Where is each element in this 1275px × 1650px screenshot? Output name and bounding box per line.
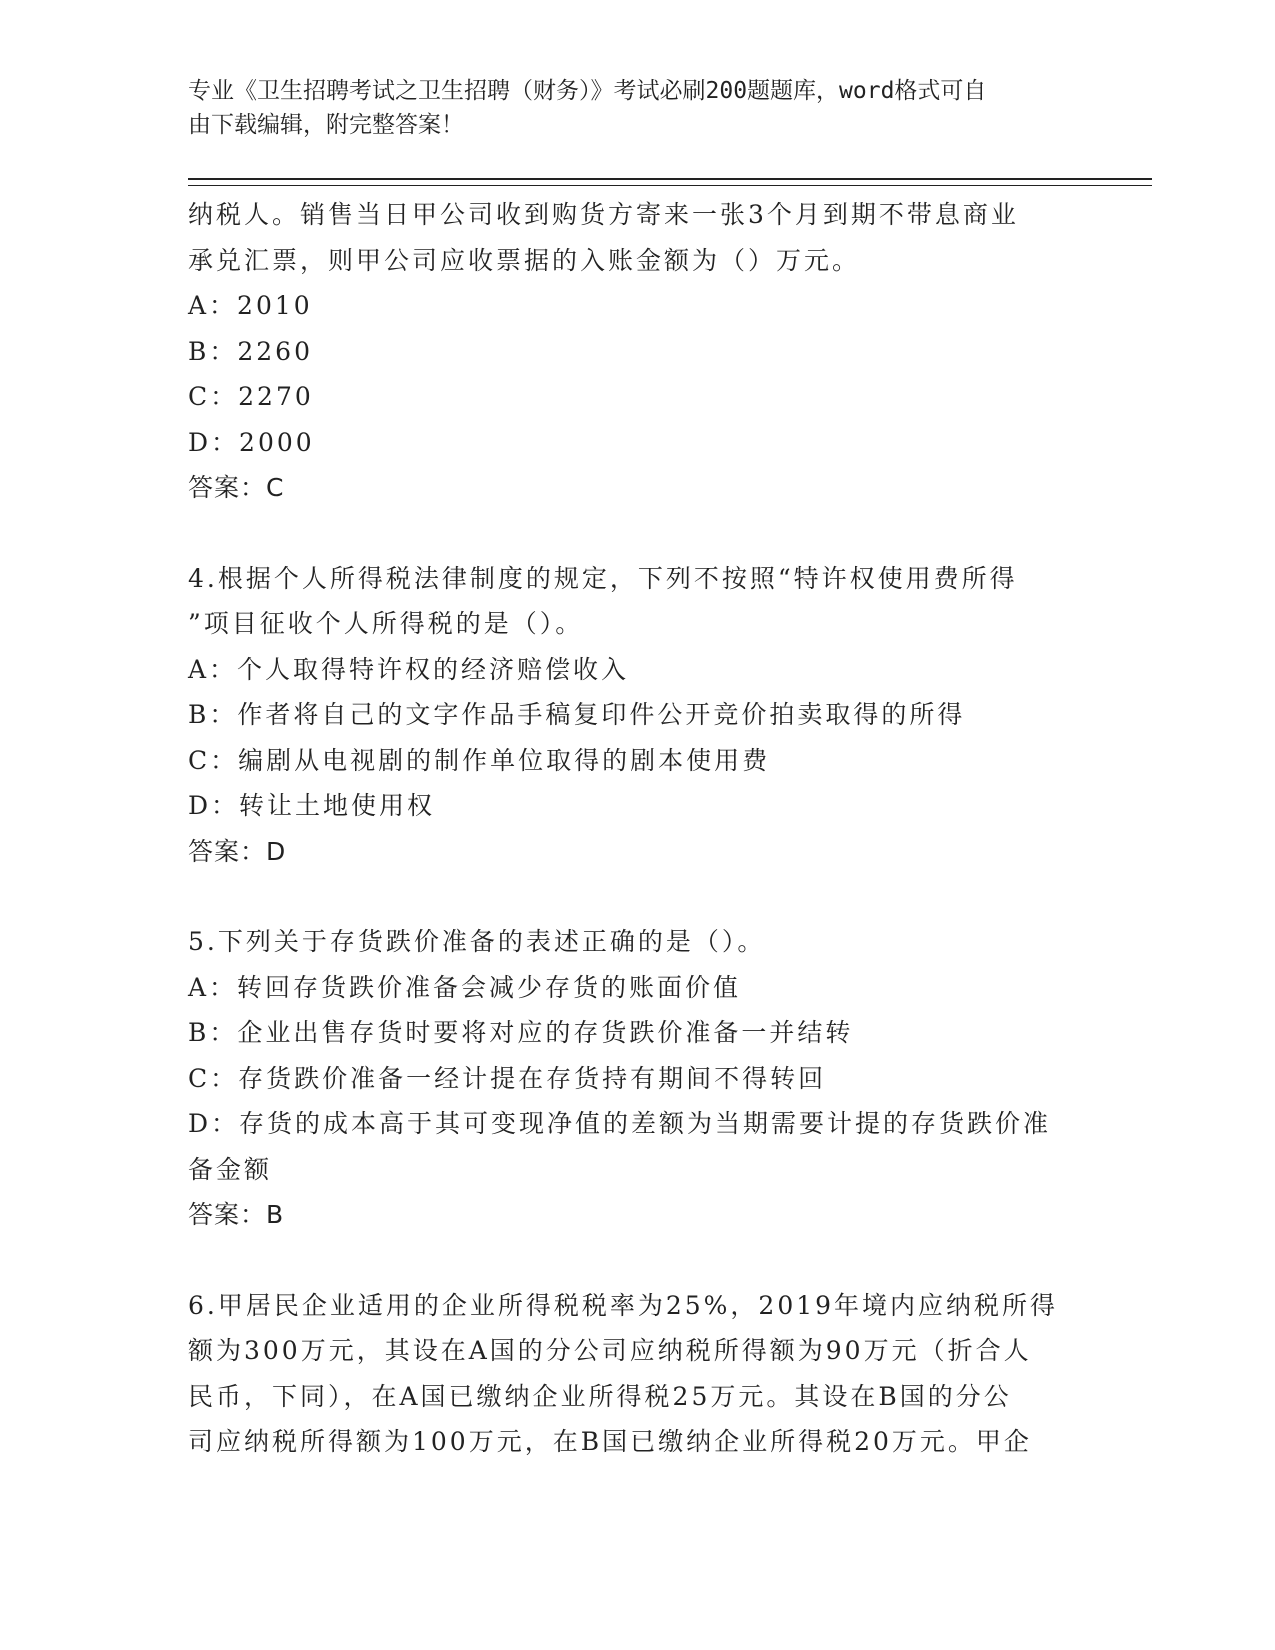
answer-line: 答案：C <box>188 473 285 502</box>
header-line-1: 专业《卫生招聘考试之卫生招聘（财务）》考试必刷200题题库，word格式可自 <box>188 78 987 104</box>
question-gap <box>188 1238 1088 1283</box>
question-gap <box>188 874 1088 919</box>
question-6 <box>188 1283 1088 1465</box>
option-c: C：2270 <box>188 382 314 411</box>
question-stem-line: ”项目征收个人所得税的是（）。 <box>188 609 584 638</box>
option-d: D：存货的成本高于其可变现净值的差额为当期需要计提的存货跌价准 <box>188 1109 1052 1138</box>
option-b: B：2260 <box>188 336 313 366</box>
question-stem-line: 6.甲居民企业适用的企业所得税税率为25%，2019年境内应纳税所得 <box>188 1290 1059 1320</box>
question-gap <box>188 511 1088 556</box>
question-stem-line: 5.下列关于存货跌价准备的表述正确的是（）。 <box>188 927 766 956</box>
question-stem-line: 民币，下同），在A国已缴纳企业所得税25万元。其设在B国的分公 <box>188 1381 1012 1411</box>
header-line-2: 由下载编辑，附完整答案！ <box>188 112 464 138</box>
header-rule-thin <box>188 185 1152 186</box>
question-3 <box>188 192 1088 511</box>
header-rule-thick <box>188 178 1152 180</box>
question-5 <box>188 919 1088 1238</box>
question-stem-line: 承兑汇票，则甲公司应收票据的入账金额为（）万元。 <box>188 245 861 275</box>
question-4 <box>188 556 1088 875</box>
answer-line: 答案：D <box>188 836 287 866</box>
question-stem-line: 额为300万元，其设在A国的分公司应纳税所得额为90万元（折合人 <box>188 1336 1032 1365</box>
option-c: C：编剧从电视剧的制作单位取得的剧本使用费 <box>188 745 771 775</box>
option-b: B：作者将自己的文字作品手稿复印件公开竞价拍卖取得的所得 <box>188 700 966 729</box>
option-c: C：存货跌价准备一经计提在存货持有期间不得转回 <box>188 1063 827 1093</box>
option-b: B：企业出售存货时要将对应的存货跌价准备一并结转 <box>188 1018 854 1047</box>
answer-line: 答案：B <box>188 1200 285 1229</box>
option-d: D：转让土地使用权 <box>188 791 436 820</box>
option-d-continued: 备金额 <box>188 1154 273 1184</box>
document-body <box>188 192 1088 1465</box>
question-stem-line: 司应纳税所得额为100万元，在B国已缴纳企业所得税20万元。甲企 <box>188 1427 1032 1456</box>
option-a: A：转回存货跌价准备会减少存货的账面价值 <box>188 972 742 1002</box>
option-d: D：2000 <box>188 427 315 457</box>
option-a: A：个人取得特许权的经济赔偿收入 <box>188 654 630 684</box>
question-stem-line: 4.根据个人所得税法律制度的规定，下列不按照“特许权使用费所得 <box>188 563 1018 593</box>
page-header <box>188 74 1068 142</box>
option-a: A：2010 <box>188 291 313 320</box>
question-stem-line: 纳税人。销售当日甲公司收到购货方寄来一张3个月到期不带息商业 <box>188 200 1019 229</box>
